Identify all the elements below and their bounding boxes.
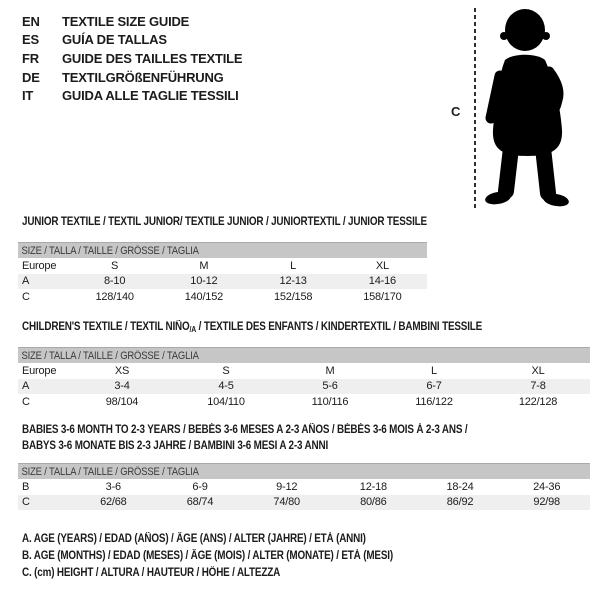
cell: 98/104 — [105, 395, 139, 408]
language-title: TEXTILE SIZE GUIDE — [62, 13, 190, 29]
col-header: XL — [531, 364, 545, 377]
baby-silhouette-image — [485, 8, 570, 208]
title-pre: CHILDREN'S TEXTILE / TEXTIL NIÑO — [22, 321, 190, 333]
legend-line-b — [22, 550, 453, 567]
language-title: GUIDA ALLE TAGLIE TESSILI — [62, 88, 239, 104]
language-row-it — [22, 86, 242, 105]
col-header: L — [431, 364, 437, 377]
cell: 3-4 — [114, 380, 130, 393]
table-row-a — [18, 379, 590, 395]
legend-line-a — [22, 533, 453, 550]
cell: 68/74 — [186, 496, 214, 509]
language-title: GUÍA DE TALLAS — [62, 32, 167, 48]
language-row-es — [22, 31, 242, 50]
cell: 4-5 — [218, 380, 234, 393]
table-row-c — [18, 394, 590, 410]
cell: 128/140 — [95, 290, 134, 303]
legend-text: B. AGE (MONTHS) / EDAD (MESES) / ÂGE (MOIS) / ALTER (MONATE) / ETÀ (MESI) — [22, 550, 393, 563]
cell: 9-12 — [276, 480, 298, 493]
cell: 8-10 — [104, 275, 126, 288]
col-header: S — [222, 364, 230, 377]
table-row-columns — [18, 258, 427, 274]
col-header: M — [325, 364, 335, 377]
cell: 12-13 — [279, 275, 307, 288]
size-header-label: SIZE / TALLA / TAILLE / GRÖSSE / TAGLIA — [21, 349, 199, 362]
cell: 5-6 — [322, 380, 338, 393]
babies-table-title-line2: BABYS 3-6 MONATE BIS 2-3 JAHRE / BAMBINI 3-6 MESI A 2-3 ANNI — [22, 439, 329, 452]
height-measure-dashed-line — [474, 8, 476, 208]
row-label: C — [22, 496, 30, 509]
cell: 86/92 — [446, 496, 474, 509]
language-code: EN — [22, 13, 40, 29]
cell: 80/86 — [360, 496, 387, 509]
cell: 6-7 — [426, 380, 442, 393]
row-label: Europe — [22, 364, 57, 377]
baby-leg-left — [506, 148, 511, 191]
baby-head — [505, 9, 545, 51]
legend-text: C. (cm) HEIGHT / ALTURA / HAUTEUR / HÖHE / ALTEZZA — [22, 567, 281, 580]
children-table-title-text — [22, 321, 482, 334]
cell: 18-24 — [446, 480, 474, 493]
cell: 10-12 — [190, 275, 218, 288]
children-size-table — [18, 347, 590, 410]
language-code: FR — [22, 50, 39, 66]
cell: 14-16 — [368, 275, 396, 288]
size-header-bar — [18, 463, 590, 479]
language-row-fr — [22, 49, 242, 68]
junior-size-table — [18, 242, 427, 305]
title-subscript: /A — [189, 325, 197, 334]
legend-text: A. AGE (YEARS) / EDAD (AÑOS) / ÂGE (ANS) / ALTER (JAHRE) / ETÀ (ANNI) — [22, 533, 366, 545]
col-header: XS — [114, 364, 130, 377]
size-header-bar — [18, 347, 590, 363]
size-header-label: SIZE / TALLA / TAILLE / GRÖSSE / TAGLIA — [21, 465, 199, 478]
cell: 12-18 — [359, 480, 387, 493]
language-row-en — [22, 12, 242, 31]
junior-table-title — [22, 216, 493, 228]
height-measure-label: C — [451, 104, 461, 119]
babies-table-title-line1: BABIES 3-6 MONTH TO 2-3 YEARS / BEBÉS 3-6 MESES A 2-3 AÑOS / BÉBÉS 3-6 MOIS À 2-3 ANS / — [22, 424, 468, 436]
col-header: L — [290, 259, 297, 272]
language-title: GUIDE DES TAILLES TEXTILE — [62, 50, 243, 66]
title-post: / TEXTILE DES ENFANTS / KINDERTEXTIL / BAMBINI TESSILE — [196, 321, 483, 333]
col-header: M — [199, 259, 209, 272]
legend-line-c — [22, 567, 453, 584]
cell: 3-6 — [105, 480, 121, 493]
row-label: B — [22, 480, 30, 493]
language-code: DE — [22, 69, 40, 85]
size-header-bar — [18, 242, 427, 258]
cell: 158/170 — [363, 290, 402, 303]
babies-table-title — [22, 423, 540, 454]
measurement-legend — [22, 533, 453, 585]
table-row-c — [18, 289, 427, 305]
language-row-de — [22, 68, 242, 87]
cell: 122/128 — [518, 395, 558, 408]
language-title-list — [22, 12, 242, 105]
cell: 24-36 — [533, 480, 561, 493]
children-table-title — [22, 321, 557, 334]
cell: 104/110 — [207, 395, 245, 408]
table-row-b — [18, 479, 590, 495]
cell: 74/80 — [273, 496, 300, 509]
row-label: Europe — [22, 259, 57, 272]
size-header-label: SIZE / TALLA / TAILLE / GRÖSSE / TAGLIA — [21, 244, 199, 257]
cell: 110/116 — [311, 395, 349, 408]
row-label: A — [22, 275, 30, 288]
cell: 92/98 — [533, 496, 560, 509]
row-label: C — [22, 395, 30, 408]
cell: 62/68 — [100, 496, 127, 509]
cell: 140/152 — [184, 290, 224, 303]
language-title: TEXTILGRÖßENFÜHRUNG — [62, 69, 224, 85]
table-row-columns — [18, 363, 590, 379]
cell: 116/122 — [415, 395, 453, 408]
table-row-c — [18, 495, 590, 511]
cell: 6-9 — [192, 480, 208, 493]
row-label: A — [22, 380, 30, 393]
language-code: ES — [22, 32, 39, 48]
junior-table-title-text: JUNIOR TEXTILE / TEXTIL JUNIOR/ TEXTILE JUNIOR / JUNIORTEXTIL / JUNIOR TESSILE — [22, 216, 427, 228]
babies-size-table — [18, 463, 590, 510]
cell: 7-8 — [530, 380, 546, 393]
row-label: C — [22, 290, 30, 303]
cell: 152/158 — [273, 290, 313, 303]
language-code: IT — [22, 88, 34, 104]
baby-leg-right — [543, 148, 548, 193]
table-row-a — [18, 274, 427, 290]
col-header: S — [111, 259, 119, 272]
col-header: XL — [375, 259, 389, 272]
